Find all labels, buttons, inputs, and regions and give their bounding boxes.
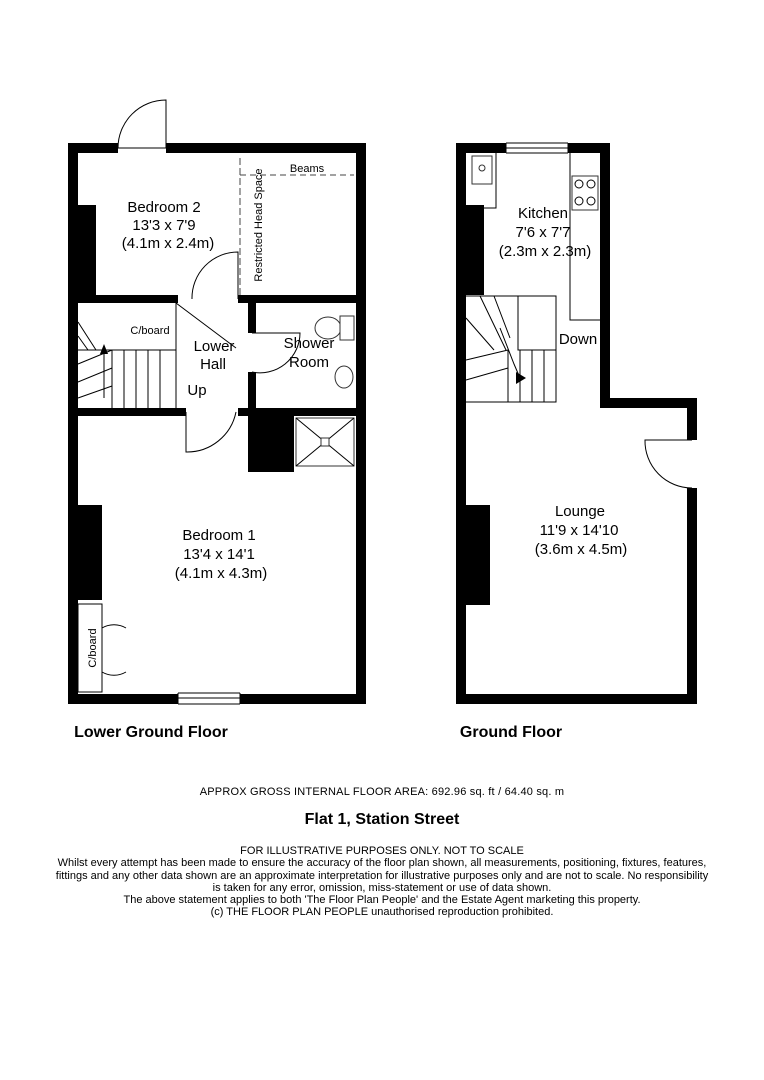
lounge-north-step-wall [600, 398, 697, 408]
kitchen-name: Kitchen [517, 205, 569, 222]
shower-room-label-2: Room [288, 354, 330, 371]
bedroom1-door [186, 412, 236, 452]
floor-area-text: APPROX GROSS INTERNAL FLOOR AREA: 692.96 sq. ft / 64.40 sq. m [199, 786, 565, 798]
lounge-door-gap [684, 440, 700, 488]
lounge-chimney-breast [466, 505, 490, 605]
bedroom2-south-wall [78, 295, 178, 303]
ground-south-wall [456, 694, 697, 704]
shower-room-duct [256, 416, 294, 472]
bedroom1-cboard-label: C/board [87, 628, 99, 668]
kitchen-chimney-breast [466, 205, 484, 295]
shower-room-south-wall [248, 408, 356, 416]
cboard-label: C/board [130, 325, 170, 337]
property-address: Flat 1, Station Street [304, 811, 460, 828]
disclaimer-block [0, 845, 764, 919]
lounge-name: Lounge [554, 503, 606, 520]
bedroom1-size-imperial: 13'4 x 14'1 [183, 546, 255, 563]
disclaimer-line: Whilst every attempt has been made to ensure the accuracy of the floor plan shown, all measurements, positioning, fixtures, features, [57, 857, 707, 870]
disclaimer-line: The above statement applies to both 'The Floor Plan People' and the Estate Agent marketing this property. [123, 894, 641, 907]
lower-hall-label-1: Lower [193, 338, 235, 355]
disclaimer-line: FOR ILLUSTRATIVE PURPOSES ONLY. NOT TO SCALE [240, 845, 524, 857]
ground-stair-arrow-line [500, 328, 520, 378]
ground-west-wall [456, 143, 466, 704]
shower-room-duct-base [248, 464, 294, 472]
ground-stair-treads [508, 296, 556, 402]
bedroom1-size-metric: (4.1m x 4.3m) [174, 565, 268, 582]
stairs-up-label: Up [187, 382, 207, 399]
stair-arrow-head [100, 344, 108, 354]
lower-ground-floor-plan [68, 100, 366, 741]
stair-treads [112, 350, 176, 410]
disclaimer-line: fittings and any other data shown are an approximate interpretation for illustrative purposes only and are not to scale. No responsibility [55, 869, 709, 882]
kitchen-size-imperial: 7'6 x 7'7 [515, 224, 571, 241]
lounge-size-metric: (3.6m x 4.5m) [534, 541, 628, 558]
sink-drain [479, 165, 485, 171]
basin-icon [335, 366, 353, 388]
ground-stair-arrow-head [516, 372, 526, 384]
lounge-size-imperial: 11'9 x 14'10 [539, 522, 619, 539]
ground-stair-outline [466, 296, 556, 402]
stairs-down-label: Down [558, 331, 598, 348]
bedroom1-north-wall-west [78, 408, 186, 416]
bedroom2-south-wall-east [238, 295, 356, 303]
bedroom2-size-metric: (4.1m x 2.4m) [121, 235, 215, 252]
restricted-head-space-label: Restricted Head Space [253, 168, 265, 282]
north-wall [68, 143, 366, 153]
west-wall [68, 143, 78, 704]
bedroom2-name: Bedroom 2 [127, 199, 201, 216]
bedroom2-external-door [118, 100, 166, 148]
kitchen-size-metric: (2.3m x 2.3m) [498, 243, 592, 260]
disclaimer-line: is taken for any error, omission, miss-statement or use of data shown. [212, 881, 552, 894]
bedroom2-size-imperial: 13'3 x 7'9 [132, 217, 196, 234]
shower-drain [321, 438, 329, 446]
bedroom2-internal-door [192, 252, 238, 299]
hall-east-wall-lower [248, 372, 256, 472]
east-wall [356, 143, 366, 704]
lower-ground-floor-title: Lower Ground Floor [74, 724, 228, 741]
ground-floor-plan [456, 141, 700, 741]
bedroom1-chimney-breast [78, 505, 102, 600]
wc-cistern [340, 316, 354, 340]
hall-east-wall-upper [248, 303, 256, 333]
cupboard-doors [102, 625, 126, 675]
bedroom1-name: Bedroom 1 [182, 527, 256, 544]
disclaimer-line: (c) THE FLOOR PLAN PEOPLE unauthorised reproduction prohibited. [210, 906, 554, 919]
shower-room-label-1: Shower [283, 335, 335, 352]
stair-winders [78, 322, 112, 398]
beams-label: Beams [289, 163, 325, 175]
lower-hall-label-2: Hall [200, 356, 226, 373]
kitchen-east-wall [600, 143, 610, 408]
ground-floor-title: Ground Floor [459, 724, 563, 741]
bedroom2-chimney-breast [78, 205, 96, 295]
